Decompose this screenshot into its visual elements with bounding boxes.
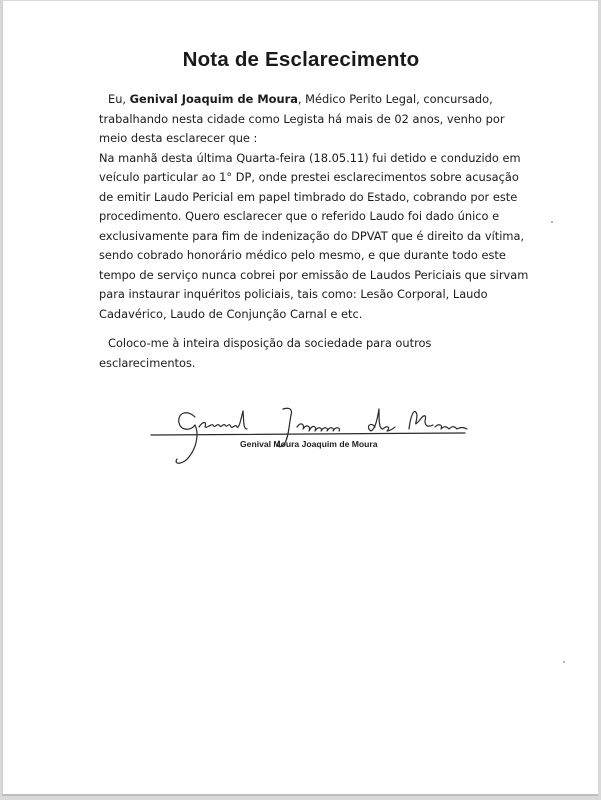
scan-speck: [563, 661, 565, 663]
paragraph-2-line-5: exclusivamente para fim de indenização do DPVAT que é direito da vítima,: [99, 228, 525, 243]
paragraph-2-line-2: veículo particular ao 1° DP, onde prestei esclarecimentos sobre acusação: [99, 170, 519, 184]
signature-stroke: [176, 413, 197, 464]
paragraph-2-line-3: de emitir Laudo Pericial em papel timbrado do Estado, cobrando por este: [99, 189, 518, 204]
text-fragment: , Médico Perito Legal, concursado,: [297, 92, 493, 106]
paragraph-2-line-7: tempo de serviço nunca cobrei por emissão de Laudos Periciais que sirvam: [99, 267, 529, 282]
paragraph-gap: [99, 324, 539, 334]
document-page: [2, 1, 598, 796]
signature-stroke: [368, 409, 395, 431]
signature-stroke: [297, 424, 340, 431]
document-body: [99, 90, 539, 373]
printed-signature-name: Genival Moura Joaquim de Moura: [240, 439, 378, 449]
signature-stroke: [199, 411, 247, 429]
paragraph-1-line-2: trabalhando nesta cidade como Legista há mais de 02 anos, venho por: [99, 111, 505, 126]
paragraph-3-line-1: Coloco-me à inteira disposição da sociedade para outros: [108, 336, 432, 350]
signature-line: [151, 433, 465, 435]
signature-stroke: [435, 425, 467, 429]
author-name: Genival Joaquim de Moura: [129, 92, 298, 106]
paragraph-2-line-6: sendo cobrado honorário médico pelo mesmo, e que durante todo este: [99, 248, 506, 262]
scan-speck: [551, 221, 553, 223]
paragraph-2-line-8: para instaurar inquéritos policiais, tais como: Lesão Corporal, Laudo: [99, 287, 488, 301]
paragraph-2-line-4: procedimento. Quero esclarecer que o referido Laudo foi dado único e: [99, 209, 500, 223]
paragraph-2-line-1: Na manhã desta última Quarta-feira (18.05.11) fui detido e conduzido em: [99, 150, 521, 165]
handwritten-signature: [143, 399, 483, 471]
paragraph-2-line-9: Cadavérico, Laudo de Conjunção Carnal e etc.: [99, 306, 363, 321]
signature-stroke: [409, 411, 433, 429]
paragraph-1-line-3: meio desta esclarecer que :: [99, 131, 258, 145]
paragraph-1-line-1: [99, 90, 539, 110]
document-title: Nota de Esclarecimento: [182, 48, 420, 71]
paragraph-3-line-2: esclarecimentos.: [99, 355, 196, 370]
text-fragment: Eu,: [108, 92, 130, 106]
